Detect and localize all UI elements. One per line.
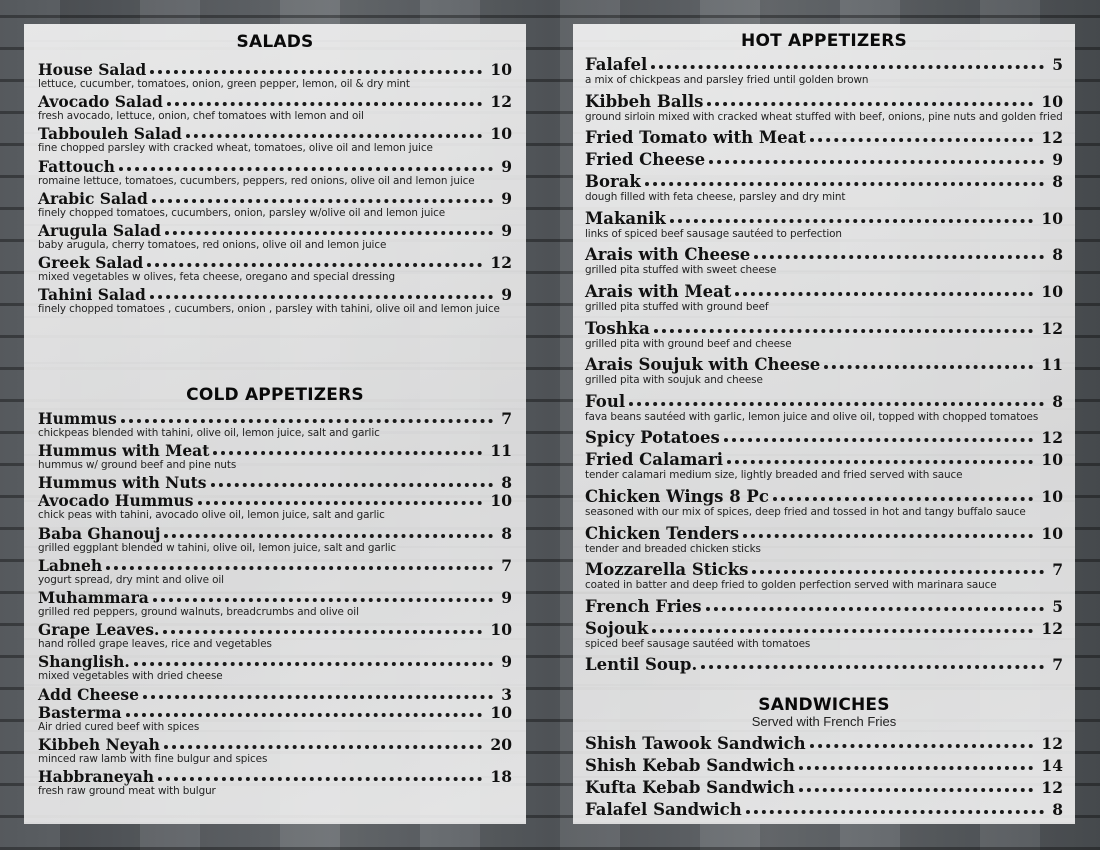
menu-item-price: 12 xyxy=(490,253,512,273)
dotted-leader xyxy=(752,570,1044,574)
menu-item-price: 11 xyxy=(1041,355,1063,375)
dotted-leader xyxy=(186,134,483,138)
dotted-leader xyxy=(158,777,482,781)
menu-item-name: Sojouk xyxy=(585,618,649,638)
menu-item-price: 12 xyxy=(1041,618,1063,638)
menu-item xyxy=(585,597,1063,619)
dotted-leader xyxy=(106,566,493,570)
menu-item xyxy=(585,560,1063,597)
menu-item-name: Avocado Hummus xyxy=(38,491,194,511)
menu-item-price: 9 xyxy=(501,220,512,240)
menu-item-name: French Fries xyxy=(585,596,702,616)
menu-item-row xyxy=(38,190,512,207)
menu-item-price: 8 xyxy=(1052,245,1063,265)
menu-item-description: chick peas with tahini, avocado olive oil, lemon juice, salt and garlic xyxy=(38,509,385,522)
dotted-leader xyxy=(810,744,1034,748)
menu-item xyxy=(585,756,1063,778)
menu-item-name: Borak xyxy=(585,172,641,192)
cold-appetizers-list xyxy=(38,410,512,801)
dotted-leader xyxy=(153,598,493,602)
menu-item-description: fresh raw ground meat with bulgur xyxy=(38,785,216,798)
menu-item-description: grilled pita with ground beef and cheese xyxy=(585,337,792,350)
menu-item-description: grilled pita with soujuk and cheese xyxy=(585,374,763,387)
menu-item-row xyxy=(585,800,1063,819)
menu-item-description: baby arugula, cherry tomatoes, red onions, olive oil and lemon juice xyxy=(38,238,387,251)
menu-item xyxy=(38,653,512,685)
menu-item-description: fava beans sautéed with garlic, lemon juice and olive oil, topped with chopped tomatoes xyxy=(585,410,1039,423)
menu-item xyxy=(38,474,512,493)
menu-item-row xyxy=(38,589,512,606)
menu-item-price: 12 xyxy=(1041,128,1063,148)
menu-item-price: 8 xyxy=(501,523,512,543)
menu-item-price: 12 xyxy=(490,92,512,112)
dotted-leader xyxy=(652,629,1033,633)
menu-item-row xyxy=(585,128,1063,147)
menu-item-row xyxy=(38,410,512,427)
menu-item xyxy=(585,734,1063,756)
menu-item-name: Fried Cheese xyxy=(585,150,706,170)
menu-item xyxy=(585,282,1063,319)
menu-item-price: 7 xyxy=(501,555,512,575)
menu-item-name: Falafel xyxy=(585,55,648,74)
menu-item-row xyxy=(585,734,1063,753)
menu-item-price: 9 xyxy=(1052,150,1063,170)
menu-item-description: a mix of chickpeas and parsley fried until golden brown xyxy=(585,74,869,86)
menu-item-price: 10 xyxy=(1041,486,1063,506)
menu-item-row xyxy=(585,524,1063,543)
menu-item xyxy=(38,557,512,589)
menu-item xyxy=(585,92,1063,129)
menu-item-row xyxy=(585,756,1063,775)
menu-item xyxy=(585,450,1063,487)
sandwiches-subtitle: Served with French Fries xyxy=(751,714,897,730)
menu-item-price: 18 xyxy=(490,767,512,787)
dotted-leader xyxy=(735,292,1033,296)
menu-item-name: Greek Salad xyxy=(38,253,144,273)
menu-item-price: 11 xyxy=(490,440,512,460)
menu-item-price: 3 xyxy=(501,684,512,704)
menu-item xyxy=(38,61,512,93)
menu-item-row xyxy=(585,172,1063,191)
menu-item-description: chickpeas blended with tahini, olive oil, lemon juice, salt and garlic xyxy=(38,426,380,439)
dotted-leader xyxy=(707,102,1033,106)
menu-item-description: coated in batter and deep fried to golden perfection served with marinara sauce xyxy=(585,579,997,592)
menu-item-row xyxy=(585,355,1063,374)
menu-item-name: Kufta Kebab Sandwich xyxy=(585,778,795,798)
dotted-leader xyxy=(727,460,1033,464)
menu-item-name: Hummus with Meat xyxy=(38,440,210,460)
menu-item-row xyxy=(38,254,512,271)
menu-item-row xyxy=(38,557,512,574)
salads-heading: SALADS xyxy=(236,32,314,52)
menu-item-price: 7 xyxy=(1052,655,1063,675)
menu-item xyxy=(585,619,1063,656)
menu-item-description: ground sirloin mixed with cracked wheat stuffed with beef, onions, pine nuts and golden fried xyxy=(585,110,1063,123)
menu-item-price: 9 xyxy=(501,285,512,305)
dotted-leader xyxy=(164,534,493,538)
dotted-leader xyxy=(799,788,1034,792)
menu-item-description: fresh avocado, lettuce, onion, chef tomatoes with lemon and oil xyxy=(38,110,364,123)
menu-item-price: 8 xyxy=(501,472,512,492)
menu-item-price: 10 xyxy=(490,703,512,722)
menu-item xyxy=(585,172,1063,209)
menu-item xyxy=(585,55,1063,92)
menu-item-description: grilled pita stuffed with ground beef xyxy=(585,300,769,313)
dotted-leader xyxy=(799,766,1034,770)
menu-item-price: 10 xyxy=(490,491,512,511)
menu-item-name: Shanglish. xyxy=(38,652,130,672)
menu-item xyxy=(38,125,512,157)
menu-item-description: minced raw lamb with fine bulgur and spices xyxy=(38,753,268,766)
menu-item-name: Arais with Meat xyxy=(585,281,732,301)
menu-item-price: 14 xyxy=(1041,756,1063,776)
menu-item-description: mixed vegetables w olives, feta cheese, oregano and special dressing xyxy=(38,271,396,284)
menu-item-description: romaine lettuce, tomatoes, cucumbers, peppers, red onions, olive oil and lemon juice xyxy=(38,174,475,187)
menu-item xyxy=(38,158,512,190)
dotted-leader xyxy=(198,501,483,505)
dotted-leader xyxy=(651,65,1044,69)
menu-item-description: finely chopped tomatoes , cucumbers, onion , parsley with tahini, olive oil and lemon juice xyxy=(38,303,500,316)
menu-item-row xyxy=(585,487,1063,506)
dotted-leader xyxy=(706,607,1045,611)
menu-item-price: 9 xyxy=(501,188,512,208)
menu-item xyxy=(38,525,512,557)
menu-item-description: grilled pita stuffed with sweet cheese xyxy=(585,264,777,277)
menu-item-price: 10 xyxy=(1041,523,1063,543)
menu-item-name: Arabic Salad xyxy=(38,188,148,208)
dotted-leader xyxy=(645,182,1044,186)
menu-item xyxy=(38,736,512,768)
menu-item xyxy=(38,286,512,318)
menu-item xyxy=(585,355,1063,392)
menu-item xyxy=(38,621,512,653)
menu-item xyxy=(585,428,1063,450)
menu-item-name: Tahini Salad xyxy=(38,285,146,305)
menu-item xyxy=(38,589,512,621)
menu-item-name: Foul xyxy=(585,391,626,411)
dotted-leader xyxy=(143,695,493,699)
menu-item-price: 5 xyxy=(1052,55,1063,74)
menu-item-row xyxy=(585,392,1063,411)
menu-item-price: 10 xyxy=(1041,281,1063,301)
dotted-leader xyxy=(126,713,483,717)
menu-item-description: grilled eggplant blended w tahini, olive oil, lemon juice, salt and garlic xyxy=(38,541,397,554)
menu-item-price: 7 xyxy=(501,408,512,428)
menu-item-row xyxy=(585,319,1063,338)
menu-item-description: grilled red peppers, ground walnuts, breadcrumbs and olive oil xyxy=(38,605,359,618)
menu-item-row xyxy=(38,286,512,303)
dotted-leader xyxy=(824,365,1033,369)
menu-item-description: spiced beef sausage sautéed with tomatoes xyxy=(585,637,811,650)
dotted-leader xyxy=(629,402,1044,406)
menu-item-name: Baba Ghanouj xyxy=(38,523,161,543)
dotted-leader xyxy=(773,497,1034,501)
menu-item-name: Lentil Soup. xyxy=(585,655,698,675)
dotted-leader xyxy=(147,263,482,267)
dotted-leader xyxy=(670,219,1034,223)
menu-item-row xyxy=(585,619,1063,638)
menu-item-row xyxy=(38,768,512,785)
menu-item-row xyxy=(38,222,512,239)
menu-item xyxy=(38,686,512,705)
menu-item-price: 9 xyxy=(501,587,512,607)
menu-item xyxy=(585,392,1063,429)
salads-list xyxy=(38,61,512,319)
dotted-leader xyxy=(743,534,1033,538)
menu-item-name: Habbraneyah xyxy=(38,767,155,787)
menu-item-price: 5 xyxy=(1052,596,1063,616)
dotted-leader xyxy=(165,231,493,235)
menu-item xyxy=(38,254,512,286)
menu-item-price: 20 xyxy=(490,735,512,755)
menu-item-row xyxy=(585,282,1063,301)
menu-item-name: Arais with Cheese xyxy=(585,245,751,265)
menu-item-row xyxy=(38,474,512,491)
dotted-leader xyxy=(654,329,1034,333)
menu-item-name: Fried Calamari xyxy=(585,450,724,470)
menu-item xyxy=(585,655,1063,677)
menu-item xyxy=(585,128,1063,150)
menu-item xyxy=(585,209,1063,246)
dotted-leader xyxy=(213,451,482,455)
menu-item-row xyxy=(38,736,512,753)
menu-item-price: 12 xyxy=(1041,428,1063,448)
dotted-leader xyxy=(150,295,493,299)
menu-item-row xyxy=(38,93,512,110)
menu-item xyxy=(38,93,512,125)
menu-item xyxy=(585,778,1063,800)
menu-item-price: 10 xyxy=(1041,450,1063,470)
dotted-leader xyxy=(119,167,493,171)
menu-item xyxy=(585,150,1063,172)
dotted-leader xyxy=(709,160,1044,164)
dotted-leader xyxy=(810,138,1033,142)
menu-item xyxy=(585,524,1063,561)
menu-item-row xyxy=(38,442,512,459)
menu-item-price: 8 xyxy=(1052,391,1063,411)
menu-item-name: Makanik xyxy=(585,208,666,228)
menu-item-name: Fried Tomato with Meat xyxy=(585,128,806,148)
left-menu-page xyxy=(24,24,526,824)
menu-item-name: Shish Kebab Sandwich xyxy=(585,756,795,776)
menu-item-price: 12 xyxy=(1041,778,1063,798)
menu-item-name: Hummus with Nuts xyxy=(38,472,207,492)
menu-item xyxy=(38,492,512,524)
menu-item-name: Tabbouleh Salad xyxy=(38,124,182,144)
menu-item-description: tender calamari medium size, lightly breaded and fried served with sauce xyxy=(585,469,963,482)
menu-item-row xyxy=(38,158,512,175)
menu-item-name: Basterma xyxy=(38,703,122,722)
menu-item-name: Muhammara xyxy=(38,587,149,607)
menu-item-row xyxy=(38,704,512,721)
menu-item-price: 12 xyxy=(1041,318,1063,338)
dotted-leader xyxy=(152,199,493,203)
menu-item-row xyxy=(585,428,1063,447)
menu-item-description: seasoned with our mix of spices, deep fried and tossed in hot and tangy buffalo sauce xyxy=(585,505,1026,518)
menu-item-row xyxy=(585,209,1063,228)
dotted-leader xyxy=(211,483,494,487)
menu-item-name: Chicken Wings 8 Pc xyxy=(585,486,769,506)
menu-item-name: Chicken Tenders xyxy=(585,523,740,543)
menu-item-row xyxy=(585,150,1063,169)
menu-item-name: Arais Soujuk with Cheese xyxy=(585,355,821,375)
dotted-leader xyxy=(754,255,1044,259)
dotted-leader xyxy=(134,662,493,666)
menu-item-price: 8 xyxy=(1052,172,1063,192)
menu-item xyxy=(585,245,1063,282)
menu-item-name: Toshka xyxy=(585,318,650,338)
hot-appetizers-list xyxy=(585,55,1063,677)
menu-item-description: links of spiced beef sausage sautéed to perfection xyxy=(585,227,842,240)
menu-item-row xyxy=(38,653,512,670)
dotted-leader xyxy=(150,70,482,74)
menu-item xyxy=(585,800,1063,822)
menu-item-name: Labneh xyxy=(38,555,103,575)
dotted-leader xyxy=(167,102,483,106)
hot-appetizers-heading: HOT APPETIZERS xyxy=(741,31,907,51)
menu-item-name: Shish Tawook Sandwich xyxy=(585,734,806,754)
menu-item-price: 10 xyxy=(1041,91,1063,111)
menu-item-row xyxy=(38,61,512,78)
menu-item-name: Hummus xyxy=(38,408,117,428)
menu-item-price: 9 xyxy=(501,156,512,176)
menu-item-description: hand rolled grape leaves, rice and vegetables xyxy=(38,638,272,651)
menu-item-row xyxy=(585,450,1063,469)
menu-item xyxy=(585,319,1063,356)
menu-item-price: 10 xyxy=(1041,208,1063,228)
cold-appetizers-heading: COLD APPETIZERS xyxy=(186,384,364,405)
menu-item-description: yogurt spread, dry mint and olive oil xyxy=(38,573,224,586)
menu-item-price: 8 xyxy=(1052,800,1063,820)
menu-item-row xyxy=(38,621,512,638)
menu-item xyxy=(38,222,512,254)
menu-item-row xyxy=(585,92,1063,111)
menu-item-name: Arugula Salad xyxy=(38,220,161,240)
dotted-leader xyxy=(121,419,493,423)
menu-item-description: dough filled with feta cheese, parsley and dry mint xyxy=(585,191,846,204)
menu-item-price: 12 xyxy=(1041,734,1063,754)
menu-item-price: 10 xyxy=(490,620,512,640)
menu-item-price: 10 xyxy=(490,60,512,79)
menu-item xyxy=(585,487,1063,524)
menu-item-name: Fattouch xyxy=(38,156,115,176)
menu-item xyxy=(38,410,512,442)
dotted-leader xyxy=(746,810,1044,814)
menu-item-description: lettuce, cucumber, tomatoes, onion, green pepper, lemon, oil & dry mint xyxy=(38,78,410,90)
menu-item-description: tender and breaded chicken sticks xyxy=(585,542,761,555)
menu-item xyxy=(38,768,512,800)
menu-item-row xyxy=(38,492,512,509)
right-menu-page xyxy=(573,24,1075,824)
menu-item-row xyxy=(585,245,1063,264)
menu-item-description: hummus w/ ground beef and pine nuts xyxy=(38,458,237,471)
menu-item-name: Falafel Sandwich xyxy=(585,800,742,820)
menu-item-row xyxy=(38,125,512,142)
menu-item-name: Add Cheese xyxy=(38,684,140,704)
dotted-leader xyxy=(724,438,1034,442)
menu-item-name: Kibbeh Neyah xyxy=(38,735,160,755)
menu-item-row xyxy=(38,525,512,542)
menu-item xyxy=(38,190,512,222)
menu-item-description: fine chopped parsley with cracked wheat, tomatoes, olive oil and lemon juice xyxy=(38,142,433,155)
menu-item-price: 7 xyxy=(1052,560,1063,580)
menu-item-name: House Salad xyxy=(38,60,147,79)
menu-item-row xyxy=(585,655,1063,674)
menu-item-description: Air dried cured beef with spices xyxy=(38,721,200,733)
dotted-leader xyxy=(164,745,483,749)
menu-item-name: Avocado Salad xyxy=(38,92,163,112)
menu-item-price: 9 xyxy=(501,652,512,672)
sandwiches-list xyxy=(585,734,1063,822)
dotted-leader xyxy=(701,665,1044,669)
menu-item-row xyxy=(585,55,1063,74)
sandwiches-heading: SANDWICHES xyxy=(758,695,890,716)
menu-item-row xyxy=(585,597,1063,616)
menu-item-name: Spicy Potatoes xyxy=(585,428,720,448)
menu-item-row xyxy=(38,686,512,703)
menu-item-price: 10 xyxy=(490,124,512,144)
menu-item xyxy=(38,704,512,736)
menu-item-row xyxy=(585,778,1063,797)
menu-item-row xyxy=(585,560,1063,579)
dotted-leader xyxy=(163,630,482,634)
menu-item-name: Kibbeh Balls xyxy=(585,91,704,111)
menu-item-name: Grape Leaves. xyxy=(38,620,160,640)
menu-item-description: mixed vegetables with dried cheese xyxy=(38,670,223,683)
menu-item xyxy=(38,442,512,474)
menu-item-name: Mozzarella Sticks xyxy=(585,560,749,580)
menu-item-description: finely chopped tomatoes, cucumbers, onion, parsley w/olive oil and lemon juice xyxy=(38,206,446,219)
